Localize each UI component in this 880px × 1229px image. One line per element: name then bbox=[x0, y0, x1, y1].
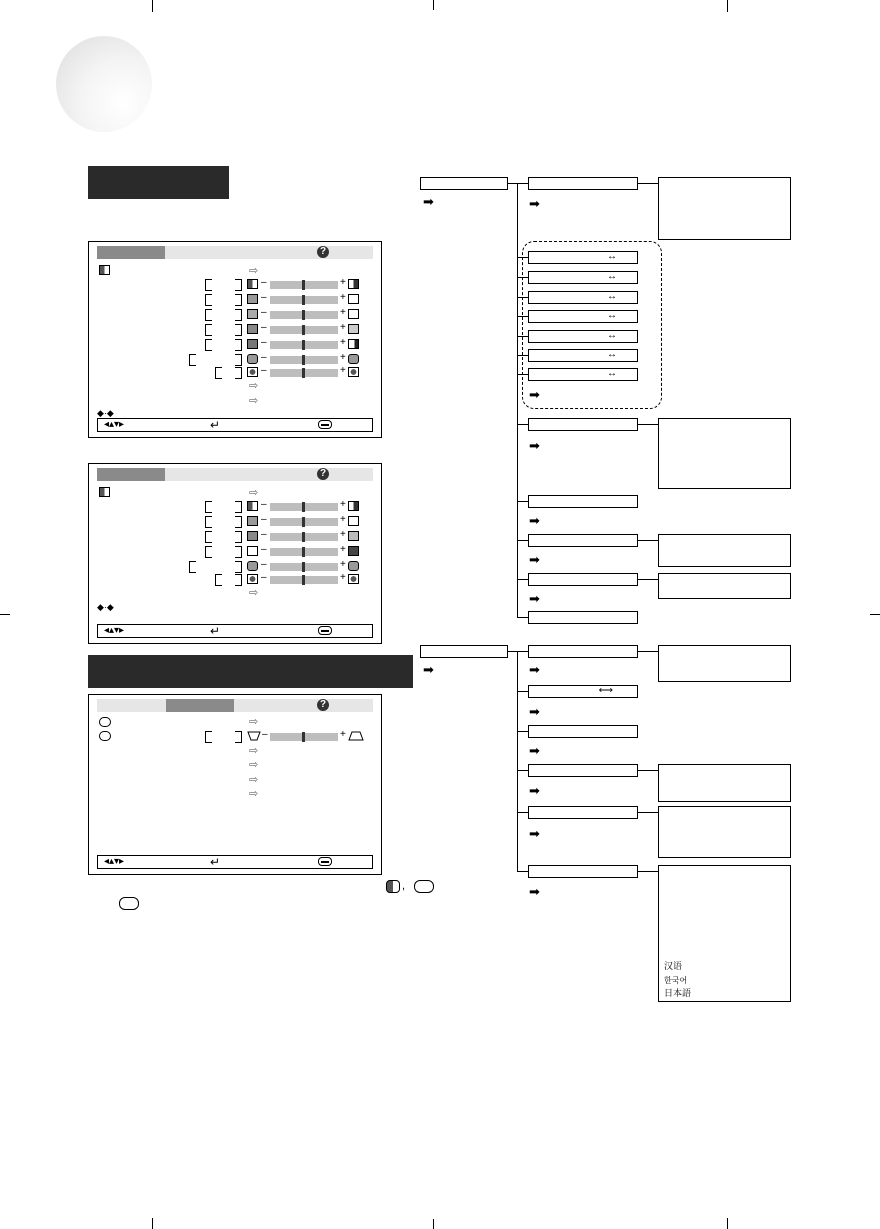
adjust-row-color[interactable] bbox=[89, 309, 381, 321]
slider-knob[interactable] bbox=[302, 340, 305, 350]
color-slider[interactable] bbox=[270, 311, 338, 319]
connector-line bbox=[517, 540, 528, 541]
connector-line bbox=[517, 355, 528, 356]
sub-box-fine-sync bbox=[528, 645, 638, 658]
submenu-arrow-icon: ⇨ bbox=[249, 265, 259, 277]
slider-knob[interactable] bbox=[302, 295, 305, 305]
lr-arrows-icon: ↔ bbox=[607, 251, 617, 262]
contrast-slider[interactable] bbox=[270, 503, 338, 511]
sub-box-overscan bbox=[528, 764, 638, 777]
language-option-japanese: 日本語 bbox=[664, 988, 692, 998]
trunk-line-picture bbox=[517, 183, 518, 617]
connector-line bbox=[517, 336, 528, 337]
plus-sign: + bbox=[340, 529, 346, 540]
color-temp-slider[interactable] bbox=[270, 563, 338, 571]
bright-high-icon bbox=[348, 294, 359, 304]
desc-box-pict-position bbox=[658, 806, 791, 858]
slider-knob[interactable] bbox=[302, 310, 305, 320]
menu-tab-strip bbox=[97, 699, 373, 712]
crop-mark-right bbox=[870, 614, 880, 615]
bright-slider[interactable] bbox=[270, 518, 338, 526]
connector-line bbox=[517, 691, 528, 692]
sub-box-tint bbox=[528, 310, 638, 323]
picture-menu-icon-inline bbox=[386, 880, 400, 893]
help-icon[interactable]: ? bbox=[317, 468, 329, 480]
adjust-row-sharp[interactable] bbox=[89, 339, 381, 351]
tint-low-icon bbox=[247, 324, 258, 334]
slider-knob[interactable] bbox=[302, 502, 305, 512]
color-temp-high-icon bbox=[348, 561, 359, 571]
plus-sign: + bbox=[340, 292, 346, 303]
plus-sign: + bbox=[340, 729, 346, 740]
connector-line bbox=[517, 316, 528, 317]
menu-tab-fine-sync[interactable] bbox=[166, 699, 234, 712]
comma-separator: , bbox=[402, 880, 406, 892]
plus-sign: + bbox=[340, 559, 346, 570]
contrast-low-icon bbox=[247, 501, 258, 511]
keystone-icon-inline bbox=[119, 897, 139, 910]
lr-arrows-icon: ↔ bbox=[607, 330, 617, 341]
fine-sync-menu-icon bbox=[99, 717, 111, 727]
connector-line bbox=[517, 374, 528, 375]
connector-line bbox=[638, 871, 658, 872]
minus-sign: – bbox=[261, 307, 267, 318]
sub-box-contrast bbox=[528, 251, 638, 264]
crop-mark-bottom-center bbox=[433, 1219, 434, 1229]
minus-sign: – bbox=[261, 559, 267, 570]
right-arrow-icon: ➡ bbox=[529, 662, 540, 677]
language-option-chinese: 汉语 bbox=[664, 961, 683, 971]
crop-mark-bottom-right bbox=[727, 1218, 728, 1229]
sub-box-resize bbox=[528, 725, 638, 738]
picture-menu-screen-1 bbox=[88, 241, 382, 438]
help-icon[interactable]: ? bbox=[317, 246, 329, 258]
blue-low-icon bbox=[247, 367, 258, 377]
desc-box-overscan bbox=[658, 764, 791, 802]
adjust-row-keystone[interactable] bbox=[89, 731, 381, 743]
submenu-arrow-icon: ⇨ bbox=[249, 759, 259, 771]
keystone-slider[interactable] bbox=[270, 733, 338, 741]
minus-sign: – bbox=[261, 529, 267, 540]
slider-knob[interactable] bbox=[302, 325, 305, 335]
crop-mark-top-right bbox=[727, 0, 728, 12]
sub-box-pict-position bbox=[528, 806, 638, 819]
minus-sign: – bbox=[261, 514, 267, 525]
submenu-arrow-icon: ⇨ bbox=[249, 788, 259, 800]
enter-icon: ↵ bbox=[210, 624, 221, 638]
connector-line bbox=[638, 651, 658, 652]
sharp-low-icon bbox=[247, 339, 258, 349]
connector-line bbox=[517, 617, 528, 618]
sub-box-bright bbox=[528, 271, 638, 284]
adjust-row-red[interactable] bbox=[89, 531, 381, 543]
slider-knob[interactable] bbox=[302, 368, 305, 378]
plus-sign: + bbox=[340, 514, 346, 525]
adjust-row-red[interactable] bbox=[89, 354, 381, 366]
plus-sign: + bbox=[340, 307, 346, 318]
sharp-high-icon bbox=[348, 339, 359, 349]
submenu-arrow-icon: ⇨ bbox=[249, 380, 259, 392]
right-arrow-icon: ➡ bbox=[423, 662, 434, 677]
minus-sign: – bbox=[261, 544, 267, 555]
minus-sign: – bbox=[261, 572, 267, 583]
bright-low-icon bbox=[247, 516, 258, 526]
desc-box-picture-mode bbox=[658, 177, 791, 240]
menu-tab-picture[interactable] bbox=[97, 468, 165, 481]
plus-sign: + bbox=[340, 499, 346, 510]
bright-high-icon bbox=[348, 516, 359, 526]
sub-box-language bbox=[528, 865, 638, 878]
desc-box-dnr bbox=[658, 573, 791, 599]
connector-line bbox=[517, 297, 528, 298]
contrast-high-icon bbox=[348, 279, 359, 289]
right-arrow-icon: ➡ bbox=[529, 783, 540, 798]
color-temp-low-icon bbox=[247, 561, 258, 571]
connector-line bbox=[638, 424, 658, 425]
lr-arrows-icon: ↔ bbox=[607, 291, 617, 302]
nav-arrows-icon: ◂▴▾▸ bbox=[104, 625, 125, 636]
picture-menu-icon bbox=[99, 487, 110, 497]
picture-menu-screen-2 bbox=[88, 463, 382, 644]
sub-box-reset bbox=[528, 611, 638, 624]
reset-icon: ◆·◆ bbox=[97, 408, 114, 418]
menu-nav-bar bbox=[97, 624, 373, 638]
connector-line bbox=[517, 501, 528, 502]
language-option-korean: 한국어 bbox=[664, 976, 688, 985]
blue-slider[interactable] bbox=[270, 369, 338, 377]
minus-sign: – bbox=[262, 729, 268, 740]
keystone-high-icon bbox=[348, 731, 364, 741]
blue-slider[interactable] bbox=[270, 548, 338, 556]
minus-sign: – bbox=[261, 337, 267, 348]
slider-knob[interactable] bbox=[302, 732, 305, 742]
connector-line bbox=[517, 731, 528, 732]
sub-box-progressive bbox=[528, 534, 638, 547]
adjust-row-white-balance[interactable] bbox=[89, 574, 381, 586]
sub-box-keystone bbox=[528, 685, 638, 698]
minus-sign: – bbox=[261, 322, 267, 333]
menu-tab-strip bbox=[97, 468, 373, 481]
red-low-icon bbox=[247, 354, 258, 364]
red-slider[interactable] bbox=[270, 356, 338, 364]
desc-box-progressive bbox=[658, 534, 791, 567]
sub-box-red bbox=[528, 349, 638, 362]
plus-sign: + bbox=[340, 572, 346, 583]
fine-sync-icon-inline bbox=[414, 880, 434, 893]
menu-button-icon bbox=[318, 857, 332, 866]
slider-knob[interactable] bbox=[302, 280, 305, 290]
lr-arrows-icon: ⟷ bbox=[598, 685, 613, 696]
crop-mark-left bbox=[0, 614, 10, 615]
submenu-arrow-icon: ⇨ bbox=[249, 395, 259, 407]
blue-low-icon bbox=[247, 546, 258, 556]
slider-knob[interactable] bbox=[302, 517, 305, 527]
connector-line bbox=[508, 183, 528, 184]
sharp-slider[interactable] bbox=[270, 341, 338, 349]
plus-sign: + bbox=[340, 337, 346, 348]
adjust-row-contrast[interactable] bbox=[89, 279, 381, 291]
reset-icon: ◆·◆ bbox=[97, 602, 114, 612]
adjust-row-blue[interactable] bbox=[89, 367, 381, 379]
trunk-line-fine-sync bbox=[517, 651, 518, 871]
connector-line bbox=[517, 424, 528, 425]
minus-sign: – bbox=[261, 277, 267, 288]
connector-line bbox=[517, 257, 528, 258]
slider-knob[interactable] bbox=[302, 355, 305, 365]
sub-box-blue bbox=[528, 368, 638, 381]
help-icon[interactable]: ? bbox=[317, 699, 329, 711]
crop-mark-top-left bbox=[152, 0, 153, 12]
nav-arrows-icon: ◂▴▾▸ bbox=[104, 419, 125, 430]
sub-box-dnr bbox=[528, 573, 638, 586]
dashed-group-adjustments bbox=[522, 241, 662, 409]
tint-slider[interactable] bbox=[270, 326, 338, 334]
connector-line bbox=[517, 871, 528, 872]
connector-line bbox=[517, 579, 528, 580]
connector-line bbox=[638, 812, 658, 813]
submenu-arrow-icon: ⇨ bbox=[249, 587, 259, 599]
minus-sign: – bbox=[261, 352, 267, 363]
submenu-arrow-icon: ⇨ bbox=[249, 774, 259, 786]
wb-high-icon bbox=[348, 574, 359, 584]
slider-knob[interactable] bbox=[302, 547, 305, 557]
menu-tab-strip bbox=[97, 246, 373, 259]
bright-slider[interactable] bbox=[270, 296, 338, 304]
plus-sign: + bbox=[340, 277, 346, 288]
bright-low-icon bbox=[247, 294, 258, 304]
right-arrow-icon: ➡ bbox=[529, 438, 540, 453]
red-slider[interactable] bbox=[270, 533, 338, 541]
sub-box-sharp bbox=[528, 330, 638, 343]
nav-arrows-icon: ◂▴▾▸ bbox=[104, 856, 125, 867]
menu-nav-bar bbox=[97, 855, 373, 869]
wb-low-icon bbox=[247, 574, 258, 584]
plus-sign: + bbox=[340, 322, 346, 333]
decorative-circle bbox=[56, 36, 152, 132]
sub-box-picture-mode bbox=[528, 177, 638, 190]
section-bar-picture bbox=[88, 166, 229, 199]
lr-arrows-icon: ↔ bbox=[607, 368, 617, 379]
slider-knob[interactable] bbox=[302, 562, 305, 572]
right-arrow-icon: ➡ bbox=[529, 387, 540, 402]
enter-icon: ↵ bbox=[210, 855, 221, 869]
red-high-icon bbox=[348, 531, 359, 541]
desc-box-clr-temp bbox=[658, 418, 791, 489]
adjust-row-bright[interactable] bbox=[89, 294, 381, 306]
contrast-high-icon bbox=[348, 501, 359, 511]
right-arrow-icon: ➡ bbox=[529, 826, 540, 841]
menu-nav-bar bbox=[97, 418, 373, 432]
crop-mark-top-center bbox=[433, 0, 434, 10]
right-arrow-icon: ➡ bbox=[529, 513, 540, 528]
slider-knob[interactable] bbox=[302, 575, 305, 585]
connector-line bbox=[517, 277, 528, 278]
right-arrow-icon: ➡ bbox=[529, 743, 540, 758]
submenu-arrow-icon: ⇨ bbox=[249, 487, 259, 499]
top-box-fine-sync bbox=[420, 645, 508, 658]
plus-sign: + bbox=[340, 365, 346, 376]
color-low-icon bbox=[247, 309, 258, 319]
menu-button-icon bbox=[318, 626, 332, 635]
connector-line bbox=[508, 651, 528, 652]
menu-button-icon bbox=[318, 420, 332, 429]
connector-line bbox=[638, 183, 658, 184]
right-arrow-icon: ➡ bbox=[529, 591, 540, 606]
right-arrow-icon: ➡ bbox=[529, 704, 540, 719]
slider-knob[interactable] bbox=[302, 532, 305, 542]
color-high-icon bbox=[348, 309, 359, 319]
connector-line bbox=[638, 770, 658, 771]
submenu-arrow-icon: ⇨ bbox=[249, 745, 259, 757]
contrast-slider[interactable] bbox=[270, 281, 338, 289]
desc-box-language bbox=[658, 865, 791, 1002]
right-arrow-icon: ➡ bbox=[529, 196, 540, 211]
wb-slider[interactable] bbox=[270, 576, 338, 584]
right-arrow-icon: ➡ bbox=[423, 194, 434, 209]
submenu-arrow-icon: ⇨ bbox=[249, 716, 259, 728]
adjust-row-bright[interactable] bbox=[89, 516, 381, 528]
adjust-row-color-temp[interactable] bbox=[89, 561, 381, 573]
minus-sign: – bbox=[261, 499, 267, 510]
adjust-row-contrast[interactable] bbox=[89, 501, 381, 513]
fine-sync-menu-screen bbox=[88, 694, 382, 875]
top-box-picture bbox=[420, 177, 508, 190]
enter-icon: ↵ bbox=[210, 418, 221, 432]
red-low-icon bbox=[247, 531, 258, 541]
red-high-icon bbox=[348, 354, 359, 364]
tint-high-icon bbox=[348, 324, 359, 334]
adjust-row-blue[interactable] bbox=[89, 546, 381, 558]
sub-box-white-balance bbox=[528, 495, 638, 508]
plus-sign: + bbox=[340, 544, 346, 555]
keystone-low-icon bbox=[247, 731, 261, 741]
connector-line bbox=[638, 579, 658, 580]
contrast-low-icon bbox=[247, 279, 258, 289]
picture-menu-icon bbox=[99, 265, 110, 275]
lr-arrows-icon: ↔ bbox=[607, 271, 617, 282]
lr-arrows-icon: ↔ bbox=[607, 349, 617, 360]
menu-tab-picture[interactable] bbox=[97, 246, 165, 259]
lr-arrows-icon: ↔ bbox=[607, 310, 617, 321]
desc-box-fine-sync bbox=[658, 645, 791, 682]
adjust-row-tint[interactable] bbox=[89, 324, 381, 336]
connector-line bbox=[517, 812, 528, 813]
plus-sign: + bbox=[340, 352, 346, 363]
right-arrow-icon: ➡ bbox=[529, 884, 540, 899]
connector-line bbox=[517, 770, 528, 771]
crop-mark-bottom-left bbox=[152, 1218, 153, 1229]
connector-line bbox=[638, 540, 658, 541]
sub-box-clr-temp bbox=[528, 418, 638, 431]
sub-box-color bbox=[528, 291, 638, 304]
section-bar-fine-sync bbox=[88, 655, 413, 688]
right-arrow-icon: ➡ bbox=[529, 552, 540, 567]
blue-high-icon bbox=[348, 367, 359, 377]
minus-sign: – bbox=[261, 292, 267, 303]
minus-sign: – bbox=[261, 365, 267, 376]
blue-high-icon bbox=[348, 546, 359, 556]
